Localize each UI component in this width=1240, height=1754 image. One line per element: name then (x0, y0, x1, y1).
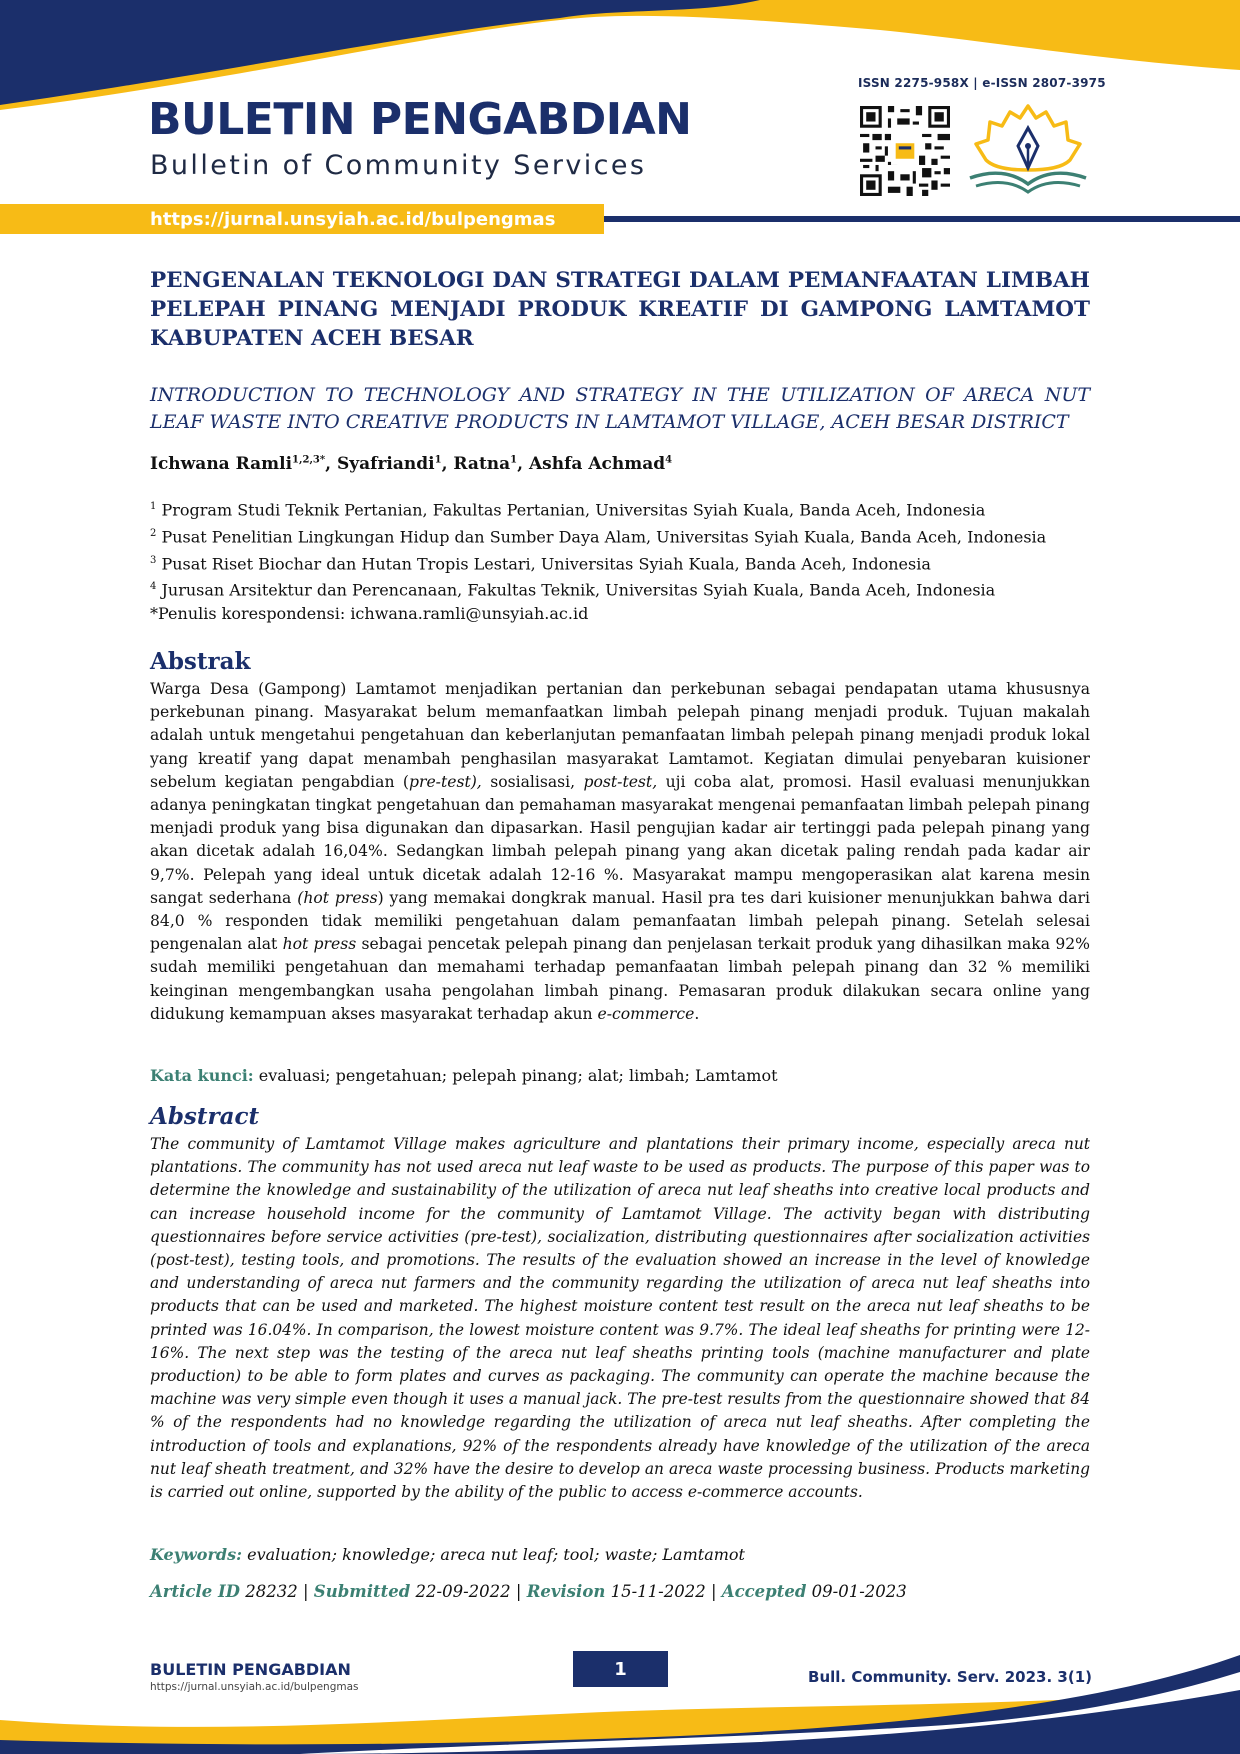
affiliation-list (150, 495, 1046, 602)
accepted-label: Accepted (721, 1582, 807, 1601)
abstrak-text: ) yang memakai dongkrak manual. Hasil pra tes dari kuisioner menunjukkan bahwa dari 84,0 % responden tidak memiliki pengetahuan dalam pemanfaatan limbah pelepah pinang. Setelah selesai pengenalan alat (150, 888, 1090, 954)
author-name: Ichwana Ramli (150, 454, 293, 474)
article-meta-line (150, 1582, 907, 1601)
affiliation-item (150, 549, 1046, 576)
meta-separator: | (710, 1582, 717, 1601)
journal-url-link[interactable]: https://jurnal.unsyiah.ac.id/bulpengmas (150, 209, 556, 230)
revision-date: 15-11-2022 (610, 1582, 706, 1601)
abstrak-italic: e-commerce (597, 1004, 695, 1023)
submitted-label: Submitted (313, 1582, 411, 1601)
affiliation-text: Program Studi Teknik Pertanian, Fakultas Pertanian, Universitas Syiah Kuala, Banda Aceh, Indonesia (161, 500, 986, 520)
journal-title: BULETIN PENGABDIAN (148, 94, 692, 145)
article-id-label: Article ID (150, 1582, 240, 1601)
journal-subtitle: Bulletin of Community Services (150, 150, 647, 181)
meta-separator: | (515, 1582, 522, 1601)
author-name: Ashfa Achmad (528, 454, 666, 474)
accepted-date: 09-01-2023 (811, 1582, 907, 1601)
kata-kunci-line (150, 1066, 778, 1085)
kata-kunci-values: evaluasi; pengetahuan; pelepah pinang; alat; limbah; Lamtamot (258, 1066, 778, 1085)
abstrak-text: sebagai pencetak pelepah pinang dan penjelasan terkait produk yang dihasilkan maka 92% sudah memiliki pengetahuan dan memahami terhadap pemanfaatan limbah pelepah pinang dan 32 % memiliki keinginan mengembangkan usaha pengolahan limbah pinang. Pemasaran produk dilakukan secara online yang didukung kemampuan akses masyarakat terhadap akun (150, 935, 1090, 1023)
issn-line: ISSN 2275-958X | e-ISSN 2807-3975 (858, 76, 1106, 90)
abstrak-italic: pre-test), (409, 772, 482, 791)
meta-separator: | (302, 1582, 309, 1601)
affiliation-text: Pusat Riset Biochar dan Hutan Tropis Lestari, Universitas Syiah Kuala, Banda Aceh, Indonesia (161, 553, 931, 573)
article-title-indonesian: PENGENALAN TEKNOLOGI DAN STRATEGI DALAM PEMANFAATAN LIMBAH PELEPAH PINANG MENJADI PRODUK KREATIF DI GAMPONG LAMTAMOT KABUPATEN ACEH BESAR (150, 268, 1090, 351)
journal-emblem-icon (966, 104, 1090, 198)
header-rule (604, 216, 1240, 222)
revision-label: Revision (526, 1582, 606, 1601)
affiliation-number: 1 (150, 501, 157, 512)
abstrak-text: sosialisasi, (481, 772, 584, 791)
qr-code-icon (860, 106, 950, 196)
footer-citation: Bull. Community. Serv. 2023. 3(1) (808, 1668, 1092, 1686)
abstrak-italic: post-test, (583, 772, 658, 791)
author-name: Ratna (453, 454, 511, 474)
abstrak-text: Warga Desa (Gampong) Lamtamot menjadikan pertanian dan perkebunan sebagai pendapatan utama khususnya perkebunan pinang. Masyarakat belum memanfaatkan limbah pelepah pinang menjadi produk. Tujuan makalah adalah untuk mengetahui pengetahuan dan keberlanjutan pemanfaatan limbah pelepah pinang menjadi produk lokal yang kreatif yang dapat menambah penghasilan masyarakat Lamtamot. Kegiatan dimulai penyebaran kuisioner sebelum kegiatan pengabdian ( (150, 680, 1090, 791)
affiliation-number: 3 (150, 554, 157, 566)
keywords-label: Keywords: (150, 1545, 243, 1564)
author-name: Syafriandi (336, 454, 435, 474)
abstrak-italic: hot press (282, 935, 357, 954)
affiliation-text: Jurusan Arsitektur dan Perencanaan, Fakultas Teknik, Universitas Syiah Kuala, Banda Aceh, Indonesia (161, 580, 996, 600)
article-title-english: INTRODUCTION TO TECHNOLOGY AND STRATEGY IN THE UTILIZATION OF ARECA NUT LEAF WASTE INTO CREATIVE PRODUCTS IN LAMTAMOT VILLAGE, ACEH BESAR DISTRICT (150, 384, 1090, 433)
author-list: Ichwana Ramli$^{1,2,3*}$, Syafriandi$^1$, Ratna$^1$, Ashfa Achmad$^4$ (150, 454, 673, 474)
abstrak-text: . (694, 1004, 700, 1023)
author-affil-marker: 1 (434, 454, 442, 466)
abstrak-text: uji coba alat, promosi. Hasil evaluasi menunjukkan adanya peningkatan tingkat pengetahuan dan pemahaman masyarakat mengenai pemanfaatan limbah pelepah pinang menjadi produk yang bisa digunakan dan dipasarkan. Hasil pengujian kadar air tertinggi pada pelepah pinang yang akan dicetak adalah 16,04%. Sedangkan limbah pelepah pinang yang akan dicetak paling rendah pada kadar air 9,7%. Pelepah yang ideal untuk dicetak adalah 12-16 %. Masyarakat mampu mengoperasikan alat karena mesin sangat sederhana (150, 772, 1090, 907)
affiliation-item (150, 522, 1046, 549)
submitted-date: 22-09-2022 (415, 1582, 511, 1601)
abstract-body: The community of Lamtamot Village makes agriculture and plantations their primary income, especially areca nut plantations. The community has not used areca nut leaf waste to be used as products. The purpose of this paper was to determine the knowledge and sustainability of the utilization of areca nut leaf sheaths into creative local products and can increase household income for the community of Lamtamot Village. The activity began with distributing questionnaires before service activities (pre-test), socialization, distributing questionnaires after socialization activities (post-test), testing tools, and promotions. The results of the evaluation showed an increase in the level of knowledge and understanding of areca nut farmers and the community regarding the utilization of areca nut leaf sheaths into products that can be used and marketed. The highest moisture content test result on the areca nut leaf sheaths to be printed was 16.04%. In comparison, the lowest moisture content was 9.7%. The ideal leaf sheaths for printing were 12-16%. The next step was the testing of the areca nut leaf sheaths printing tools (machine manufacturer and plate production) to be able to form plates and curves as packaging. The community can operate the machine because the machine was very simple even though it uses a manual jack. The pre-test results from the questionnaire showed that 84 % of the respondents had no knowledge regarding the utilization of areca nut leaf sheaths. After completing the introduction of tools and explanations, 92% of the respondents already have knowledge of the utilization of the areca nut leaf sheath treatment, and 32% have the desire to develop an areca waste processing business. Products marketing is carried out online, supported by the ability of the public to access e-commerce accounts. (150, 1135, 1090, 1502)
keywords-values: evaluation; knowledge; areca nut leaf; tool; waste; Lamtamot (247, 1545, 745, 1564)
keywords-line (150, 1545, 745, 1564)
page-number: 1 (573, 1651, 668, 1687)
affiliation-number: 4 (150, 581, 157, 593)
abstrak-heading: Abstrak (150, 648, 251, 675)
kata-kunci-label: Kata kunci: (150, 1066, 254, 1085)
affiliation-text: Pusat Penelitian Lingkungan Hidup dan Sumber Daya Alam, Universitas Syiah Kuala, Banda Aceh, Indonesia (161, 527, 1047, 547)
author-affil-marker: 4 (665, 454, 673, 466)
author-affil-marker: 1,2,3* (292, 454, 326, 466)
footer-journal-title: BULETIN PENGABDIAN (150, 1660, 351, 1679)
affiliation-item (150, 575, 1046, 602)
corresponding-author: *Penulis korespondensi: ichwana.ramli@unsyiah.ac.id (150, 604, 589, 623)
article-id-value: 28232 (245, 1582, 298, 1601)
abstract-heading: Abstract (150, 1103, 260, 1130)
abstrak-italic: (hot press (297, 888, 378, 907)
affiliation-number: 2 (150, 527, 157, 539)
author-affil-marker: 1 (510, 454, 518, 466)
affiliation-item (150, 495, 1046, 522)
footer-url-link[interactable]: https://jurnal.unsyiah.ac.id/bulpengmas (150, 1681, 359, 1693)
abstrak-body (150, 678, 1090, 1026)
